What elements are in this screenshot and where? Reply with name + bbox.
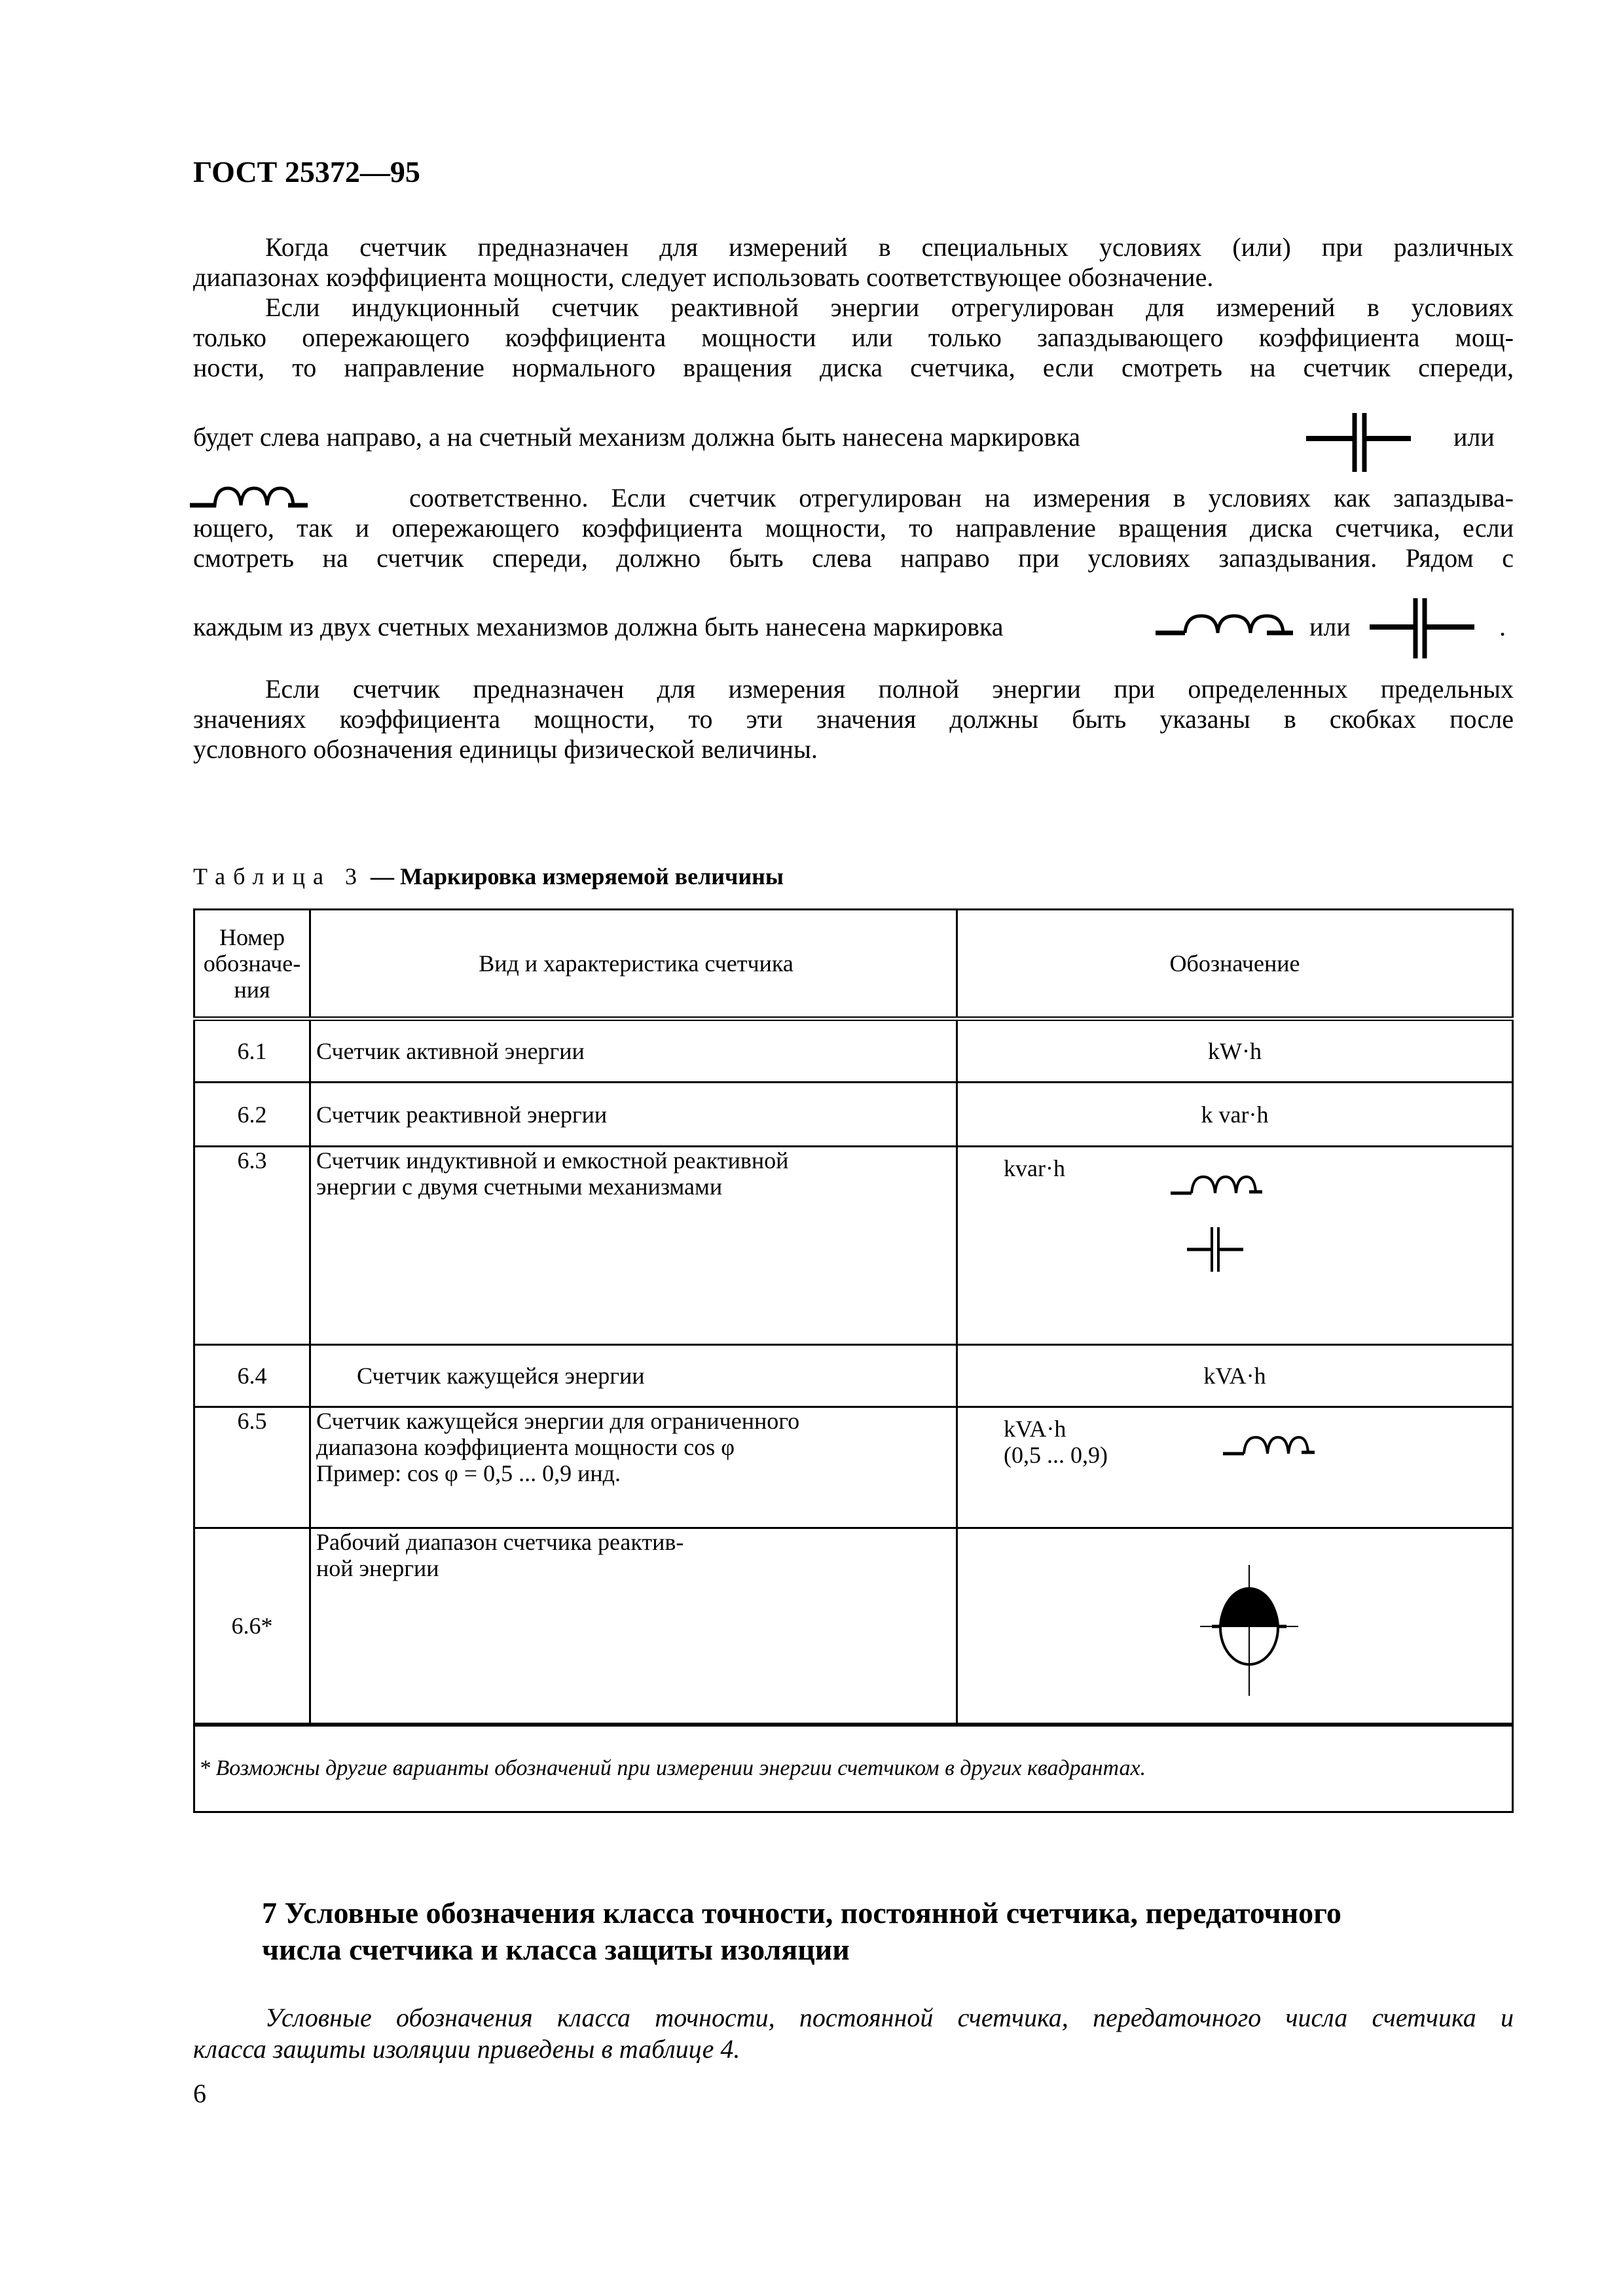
row-designation: [957, 1528, 1513, 1725]
row-description-line: диапазона коэффициента мощности cos φ: [316, 1434, 735, 1460]
paragraph-2-line-7: смотреть на счетчик спереди, должно быть слева направо при условиях запаздывания. Рядом с: [193, 543, 1514, 573]
paragraph-2-line-8: каждым из двух счетных механизмов должна быть нанесена маркировка: [193, 612, 1004, 641]
row-description-line: Рабочий диапазон счетчика реактив-: [316, 1529, 684, 1555]
inductor-icon: [1223, 1434, 1315, 1460]
header-description: Вид и характеристика счетчика: [310, 910, 957, 1019]
table-footnote: * Возможны другие варианты обозначений при измерении энергии счетчиком в других квадрантах.: [194, 1725, 1513, 1812]
paragraph-1-line-2: диапазонах коэффициента мощности, следует использовать соответствующее обозначение.: [193, 262, 1214, 292]
paragraph-3-line-2: значениях коэффициента мощности, то эти значения должны быть указаны в скобках после: [193, 704, 1514, 734]
row-designation: k var·h: [957, 1083, 1513, 1147]
table-row: [194, 1407, 1513, 1528]
paragraph-3-line-3: условного обозначения единицы физической величины.: [193, 734, 818, 764]
table-row: [194, 1019, 1513, 1083]
header-number-line: ния: [234, 977, 270, 1003]
section-7-heading: [262, 1895, 1341, 1968]
table-footnote-row: [194, 1725, 1513, 1812]
row-description: Счетчик реактивной энергии: [310, 1083, 957, 1147]
capacitor-icon: [1370, 596, 1474, 661]
row-number: 6.6*: [194, 1528, 310, 1725]
table-row: [194, 1083, 1513, 1147]
row-designation-unit: kvar·h: [1004, 1155, 1065, 1181]
paragraph-2-line-4: будет слева направо, а на счетный механизм должна быть нанесена маркировка: [193, 422, 1081, 452]
row-number: 6.5: [194, 1407, 310, 1528]
table-caption-title: — Маркировка измеряемой величины: [370, 863, 784, 889]
capacitor-icon: [1187, 1226, 1246, 1273]
section-7-paragraph-line-1: Условные обозначения класса точности, постоянной счетчика, передаточного числа счетчика и: [265, 2003, 1514, 2032]
row-description-line: ной энергии: [316, 1555, 439, 1581]
paragraph-2-line-5: соответственно. Если счетчик отрегулирован на измерения в условиях как запаздыва-: [409, 483, 1514, 512]
paragraph-1-line-1: Когда счетчик предназначен для измерений в специальных условиях (или) при различных: [265, 232, 1514, 262]
section-7-paragraph-line-2: класса защиты изоляции приведены в таблице 4.: [193, 2034, 740, 2064]
capacitor-icon: [1306, 409, 1411, 475]
paragraph-2-line-2: только опережающего коэффициента мощности или только запаздывающего коэффициента мощ-: [193, 323, 1514, 352]
text-or-2: или: [1309, 612, 1351, 641]
row-description-line: энергии с двумя счетными механизмами: [316, 1174, 723, 1200]
row-designation: [957, 1147, 1513, 1345]
table-header-row: [194, 910, 1513, 1019]
paragraph-2-line-1: Если индукционный счетчик реактивной энергии отрегулирован для измерений в условиях: [265, 293, 1514, 322]
text-period: .: [1499, 612, 1506, 641]
row-description: [310, 1407, 957, 1528]
row-description-line: Пример: cos φ = 0,5 ... 0,9 инд.: [316, 1460, 621, 1486]
row-designation: kW·h: [957, 1019, 1513, 1083]
inductor-icon: [1171, 1174, 1262, 1200]
row-number: 6.4: [194, 1345, 310, 1407]
row-description-line: Счетчик индуктивной и емкостной реактивной: [316, 1147, 789, 1174]
inductor-icon: [1156, 612, 1293, 638]
row-number: 6.3: [194, 1147, 310, 1345]
row-designation: [957, 1407, 1513, 1528]
marking-table: [193, 908, 1514, 1813]
table-row: [194, 1147, 1513, 1345]
row-description: [310, 1147, 957, 1345]
inductor-icon: [190, 484, 308, 511]
document-id: ГОСТ 25372—95: [193, 155, 420, 188]
table-caption: [193, 863, 784, 890]
reactive-range-icon: [1200, 1565, 1298, 1696]
row-description-line: Счетчик кажущейся энергии для ограниченного: [316, 1408, 800, 1434]
row-designation-range: (0,5 ... 0,9): [1004, 1442, 1108, 1468]
header-designation: Обозначение: [957, 910, 1513, 1019]
table-row: [194, 1345, 1513, 1407]
header-number: [194, 910, 310, 1019]
table-caption-prefix: Таблица 3: [193, 863, 365, 889]
row-number: 6.1: [194, 1019, 310, 1083]
header-number-line: обозначе-: [203, 950, 301, 977]
row-description: [310, 1528, 957, 1725]
text-or-1: или: [1453, 422, 1495, 452]
row-description: Счетчик кажущейся энергии: [310, 1345, 957, 1407]
row-number: 6.2: [194, 1083, 310, 1147]
row-description: Счетчик активной энергии: [310, 1019, 957, 1083]
table-row: [194, 1528, 1513, 1725]
paragraph-3-line-1: Если счетчик предназначен для измерения полной энергии при определенных предельных: [265, 674, 1514, 704]
section-7-heading-line: числа счетчика и класса защиты изоляции: [262, 1933, 850, 1966]
header-number-line: Номер: [219, 924, 285, 950]
row-designation-unit: kVA·h: [1004, 1416, 1067, 1442]
paragraph-2-line-3: ности, то направление нормального вращения диска счетчика, если смотреть на счетчик спереди,: [193, 353, 1514, 382]
row-designation: kVA·h: [957, 1345, 1513, 1407]
paragraph-2-line-6: ющего, так и опережающего коэффициента мощности, то направление вращения диска счетчика, если: [193, 513, 1514, 543]
section-7-heading-line: 7 Условные обозначения класса точности, постоянной счетчика, передаточного: [262, 1896, 1341, 1929]
page-number: 6: [193, 2079, 206, 2108]
